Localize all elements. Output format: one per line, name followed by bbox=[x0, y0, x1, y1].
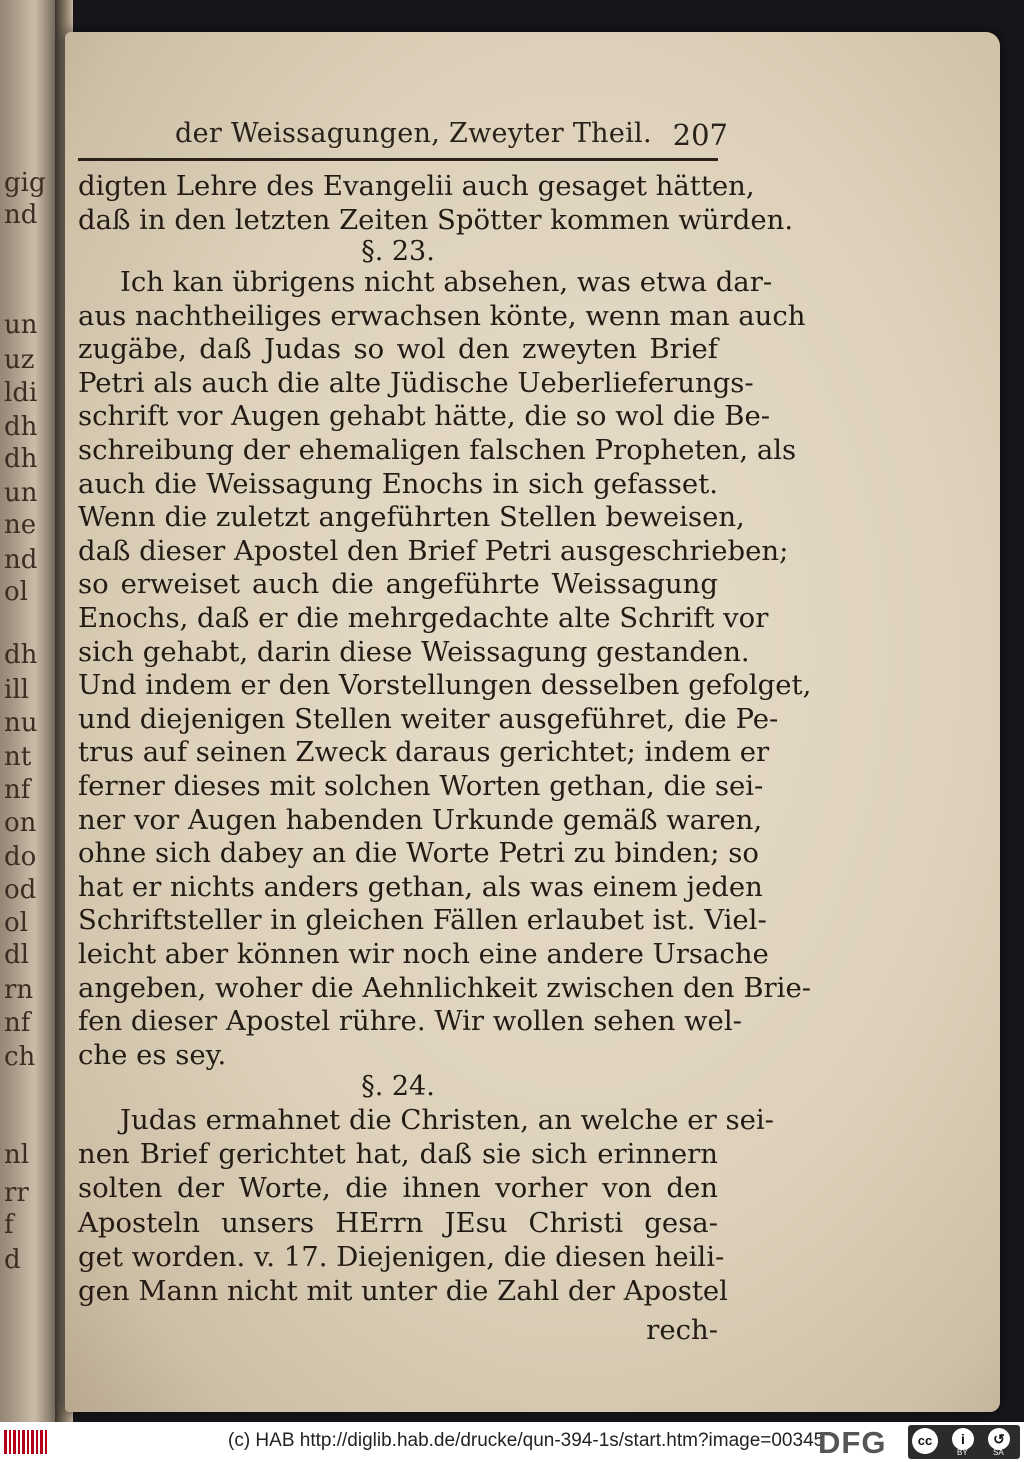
by-label: BY bbox=[957, 1448, 968, 1457]
fragment: nd bbox=[4, 545, 38, 575]
fragment: dh bbox=[4, 640, 38, 670]
fragment: od bbox=[4, 875, 37, 905]
fragment: d bbox=[4, 1245, 21, 1275]
fragment: un bbox=[4, 310, 38, 340]
text-line: Judas ermahnet die Christen, an welche er sei- bbox=[120, 1104, 774, 1136]
text-line: solten der Worte, die ihnen vorher von den bbox=[78, 1172, 718, 1205]
text-line: schreibung der ehemaligen falschen Propheten, als bbox=[78, 434, 797, 466]
fragment: ol bbox=[4, 908, 28, 938]
fragment: nl bbox=[4, 1140, 30, 1170]
fragment: rr bbox=[4, 1178, 29, 1208]
fragment: ill bbox=[4, 675, 29, 705]
fragment: f bbox=[4, 1210, 14, 1240]
dfg-logo: DFG bbox=[818, 1425, 887, 1460]
section-heading-24: §. 24. bbox=[361, 1071, 435, 1102]
fragment: ol bbox=[4, 577, 28, 607]
fragment: rn bbox=[4, 975, 34, 1005]
fragment: nt bbox=[4, 742, 32, 772]
facing-page-text bbox=[0, 0, 60, 1422]
text-line: aus nachtheiliges erwachsen könte, wenn man auch bbox=[78, 299, 806, 332]
text-line: Ich kan übrigens nicht absehen, was etwa dar- bbox=[120, 266, 773, 298]
running-header bbox=[120, 110, 728, 154]
page-number: 207 bbox=[672, 118, 728, 152]
fragment: dh bbox=[4, 444, 38, 474]
fragment: un bbox=[4, 478, 38, 508]
text-line: get worden. v. 17. Diejenigen, die diesen heili- bbox=[78, 1240, 725, 1273]
sa-label: SA bbox=[993, 1448, 1004, 1457]
fragment: nf bbox=[4, 775, 31, 805]
text-line: digten Lehre des Evangelii auch gesaget hätten, bbox=[78, 170, 755, 202]
share-alike-icon: ↺ bbox=[988, 1428, 1010, 1450]
fragment: on bbox=[4, 808, 37, 838]
catchword: rech- bbox=[646, 1314, 718, 1346]
fragment: ch bbox=[4, 1042, 36, 1072]
fragment: gig bbox=[4, 168, 46, 198]
fragment: ne bbox=[4, 510, 37, 540]
text-line: angeben, woher die Aehnlichkeit zwischen den Brie- bbox=[78, 971, 812, 1004]
text-line: zugäbe, daß Judas so wol den zweyten Brief bbox=[78, 333, 718, 366]
text-line: daß in den letzten Zeiten Spötter kommen würden. bbox=[78, 204, 794, 236]
fragment: nf bbox=[4, 1008, 31, 1038]
fragment: dh bbox=[4, 412, 38, 442]
cc-license-badge[interactable] bbox=[908, 1425, 1020, 1459]
text-line: trus auf seinen Zweck daraus gerichtet; indem er bbox=[78, 736, 770, 769]
fragment: dl bbox=[4, 940, 29, 970]
text-line: nen Brief gerichtet hat, daß sie sich erinnern bbox=[78, 1138, 718, 1171]
text-line: gen Mann nicht mit unter die Zahl der Apostel bbox=[78, 1275, 728, 1307]
running-title: der Weissagungen, Zweyter Theil. bbox=[175, 118, 652, 149]
text-line: Enochs, daß er die mehrgedachte alte Schrift vor bbox=[78, 602, 769, 634]
text-line: hat er nichts anders gethan, als was einem jeden bbox=[78, 870, 763, 903]
text-line: leicht aber können wir noch eine andere Ursache bbox=[78, 938, 769, 970]
text-line: Und indem er den Vorstellungen desselben gefolget, bbox=[78, 669, 812, 702]
fragment: nu bbox=[4, 708, 38, 738]
fragment: do bbox=[4, 842, 37, 872]
footer-bar bbox=[0, 1422, 1024, 1462]
attribution-icon: i bbox=[952, 1428, 974, 1450]
text-line: Petri als auch die alte Jüdische Ueberlieferungs- bbox=[78, 366, 754, 399]
library-logo bbox=[4, 1430, 50, 1454]
text-line: so erweiset auch die angeführte Weissagung bbox=[78, 568, 718, 601]
text-line: Schriftsteller in gleichen Fällen erlaubet ist. Viel- bbox=[78, 904, 767, 937]
text-line: ferner dieses mit solchen Worten gethan, die sei- bbox=[78, 770, 764, 802]
copyright-link[interactable]: (c) HAB http://diglib.hab.de/drucke/qun-394-1s/start.htm?image=00345 bbox=[228, 1430, 825, 1451]
text-line: fen dieser Apostel rühre. Wir wollen sehen wel- bbox=[78, 1005, 742, 1038]
section-heading-23: §. 23. bbox=[361, 236, 435, 267]
text-line: ner vor Augen habenden Urkunde gemäß waren, bbox=[78, 803, 763, 836]
text-line: und diejenigen Stellen weiter ausgeführet, die Pe- bbox=[78, 702, 779, 735]
fragment: nd bbox=[4, 200, 38, 230]
text-line: schrift vor Augen gehabt hätte, die so wol die Be- bbox=[78, 400, 771, 433]
header-rule bbox=[78, 158, 718, 161]
text-line: daß dieser Apostel den Brief Petri ausgeschrieben; bbox=[78, 534, 789, 567]
text-line: Aposteln unsers HErrn JEsu Christi gesa- bbox=[78, 1206, 718, 1239]
text-line: sich gehabt, darin diese Weissagung gestanden. bbox=[78, 635, 750, 668]
fragment: ldi bbox=[4, 378, 38, 408]
text-line: ohne sich dabey an die Worte Petri zu binden; so bbox=[78, 837, 759, 870]
fragment: uz bbox=[4, 345, 35, 375]
text-line: Wenn die zuletzt angeführten Stellen beweisen, bbox=[78, 501, 745, 534]
text-line: che es sey. bbox=[78, 1038, 227, 1071]
cc-icon: cc bbox=[912, 1428, 938, 1454]
text-line: auch die Weissagung Enochs in sich gefasset. bbox=[78, 467, 718, 500]
